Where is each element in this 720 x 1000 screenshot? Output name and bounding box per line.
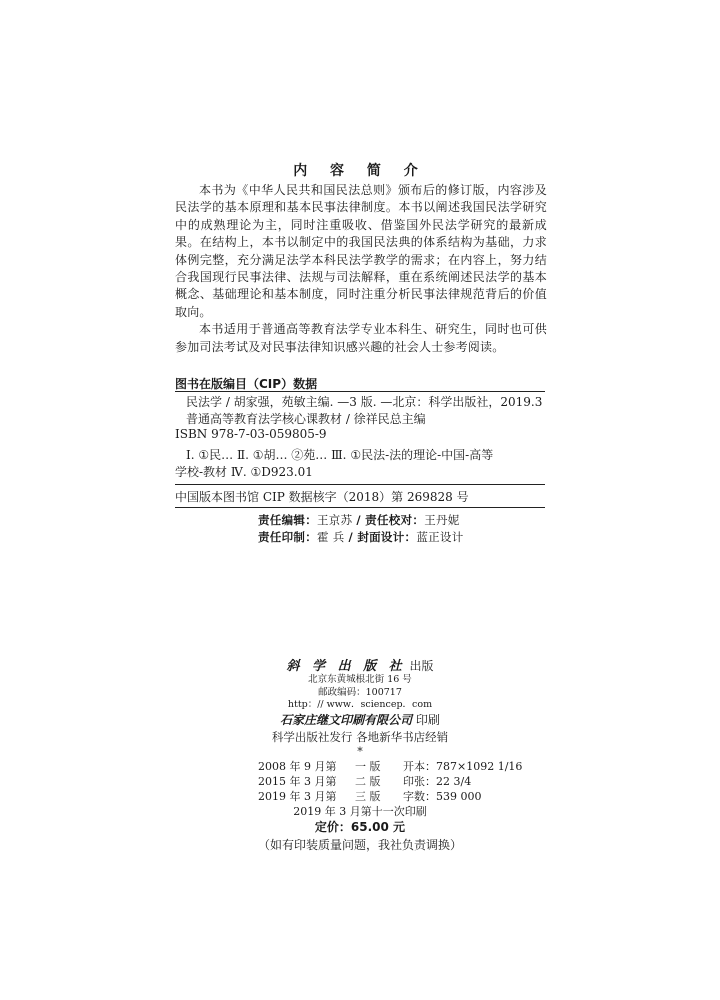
publisher-suffix: 出版 — [409, 659, 434, 673]
print-manager-label: 责任印制： — [258, 530, 317, 544]
edition-date: 2019 年 3 月第 — [258, 790, 337, 803]
cip-line-2: 普通高等教育法学核心课教材 / 徐祥民总主编 — [186, 412, 426, 426]
proofreader-name: 王丹妮 — [424, 513, 460, 527]
edition-value: 539 000 — [436, 790, 482, 803]
edition-key: 字数： — [403, 790, 436, 803]
quality-note: （如有印装质量问题，我社负责调换） — [257, 838, 462, 852]
credits-line-1 — [258, 512, 460, 528]
edition-row-3 — [258, 788, 482, 804]
page-title: 内 容 简 介 — [293, 163, 427, 179]
publisher-name: 斜 学 出 版 社 — [286, 659, 406, 674]
editor-name: 王京苏 — [317, 513, 353, 527]
distribution-line: 科学出版社发行 各地新华书店经销 — [271, 730, 449, 744]
editor-label: 责任编辑： — [258, 513, 317, 527]
print-manager-name: 霍 兵 — [317, 530, 345, 544]
edition-number: 一 版 — [355, 760, 381, 773]
cip-mid-rule — [175, 484, 545, 485]
edition-key: 印张： — [403, 775, 436, 788]
cip-bottom-rule — [175, 507, 545, 508]
cip-line-4: Ⅰ. ①民… Ⅱ. ①胡… ②苑… Ⅲ. ①民法-法的理论-中国-高等 — [186, 448, 494, 462]
cip-number: 中国版本图书馆 CIP 数据核字（2018）第 269828 号 — [175, 490, 469, 504]
cip-top-rule — [175, 391, 545, 392]
publisher-postcode: 邮政编码：100717 — [318, 687, 402, 698]
cip-heading: 图书在版编目（CIP）数据 — [175, 377, 318, 391]
cip-line-5: 学校-教材 Ⅳ. ①D923.01 — [175, 465, 313, 479]
printer-name: 石家庄继文印刷有限公司 — [280, 713, 413, 727]
edition-number: 三 版 — [355, 790, 381, 803]
printing-line: 2019 年 3 月第十一次印刷 — [293, 805, 427, 818]
edition-key: 开本： — [403, 760, 436, 773]
edition-number: 二 版 — [355, 775, 381, 788]
credits-line-2 — [258, 529, 464, 545]
publisher-address: 北京东黄城根北街 16 号 — [308, 674, 412, 685]
printer-line — [0, 711, 720, 728]
edition-row-2 — [258, 773, 471, 789]
cip-isbn: ISBN 978-7-03-059805-9 — [175, 427, 327, 441]
price: 定价：65.00 元 — [314, 820, 406, 834]
edition-date: 2008 年 9 月第 — [258, 760, 337, 773]
cover-design-label: / 封面设计： — [348, 530, 417, 544]
cover-designer-name: 蓝正设计 — [416, 530, 464, 544]
separator-star: * — [357, 745, 363, 758]
edition-date: 2015 年 3 月第 — [258, 775, 337, 788]
edition-value: 787×1092 1/16 — [436, 760, 523, 773]
edition-value: 22 3/4 — [436, 775, 472, 788]
intro-body — [175, 182, 547, 356]
intro-paragraph-1: 本书为《中华人民共和国民法总则》颁布后的修订版，内容涉及民法学的基本原理和基本民事法律制度。本书以阐述我国民法学研究中的成熟理论为主，同时注重吸收、借鉴国外民法学研究的最新成果。在结构上，本书以制定中的我国民法典的体系结构为基础，力求体例完整，充分满足法学本科民法学教学的需求；在内容上，努力结合我国现行民事法律、法规与司法解释，重在系统阐述民法学的基本概念、基础理论和基本制度，同时注重分析民事法律规范背后的价值取向。 — [175, 183, 547, 319]
cip-line-1: 民法学 / 胡家强，苑敏主编. —3 版. —北京：科学出版社，2019.3 — [186, 395, 543, 409]
intro-paragraph-2: 本书适用于普通高等教育法学专业本科生、研究生，同时也可供参加司法考试及对民事法律知识感兴趣的社会人士参考阅读。 — [175, 322, 547, 354]
edition-row-1 — [258, 758, 522, 774]
proofreader-label: / 责任校对： — [356, 513, 425, 527]
publisher-website: http：// www．sciencep．com — [287, 699, 433, 710]
printer-suffix: 印刷 — [415, 713, 440, 727]
